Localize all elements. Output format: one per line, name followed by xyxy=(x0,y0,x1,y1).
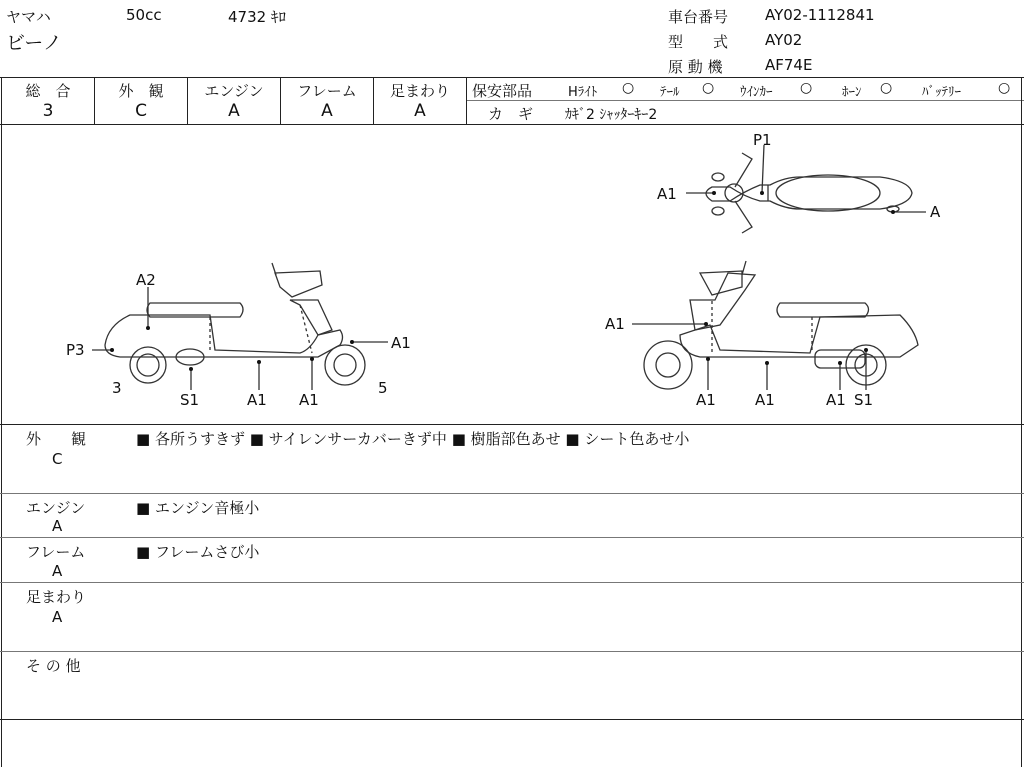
safety-mark-tail: ○ xyxy=(702,80,715,96)
rating-frame-label: フレーム xyxy=(297,82,357,100)
key-value: ｶｷﾞ2 ｼｬｯﾀｰｷｰ2 xyxy=(565,107,658,123)
diagram-label: A2 xyxy=(136,271,156,289)
safety-item-winker: ｳｲﾝｶｰ xyxy=(740,85,773,100)
safety-item-headlight: Hﾗｲﾄ xyxy=(568,85,598,100)
type-value: AY02 xyxy=(765,31,803,49)
remark-engine-text: ■ エンジン音極小 xyxy=(136,499,260,517)
diagram-label: A1 xyxy=(826,391,846,409)
mileage: 4732 ｷﾛ xyxy=(228,8,286,26)
diagram-label: A1 xyxy=(247,391,267,409)
remark-exterior-text: ■ 各所うすきず ■ サイレンサーカバーきず中 ■ 樹脂部色あせ ■ シート色あせ小 xyxy=(136,430,690,448)
right-side-scooter xyxy=(644,261,918,389)
damage-diagram xyxy=(0,125,1022,425)
diagram-label: A xyxy=(930,203,941,221)
divider xyxy=(0,582,1024,583)
diagram-label: A1 xyxy=(755,391,775,409)
remark-frame-label: フレーム xyxy=(26,543,86,561)
engine-label: 原 動 機 xyxy=(668,58,723,76)
key-label: カ ギ xyxy=(488,105,534,123)
type-label: 型 式 xyxy=(668,33,729,51)
frame-no-label: 車台番号 xyxy=(668,8,729,26)
safety-label: 保安部品 xyxy=(472,82,533,100)
diagram-label: A1 xyxy=(299,391,319,409)
remark-suspension-grade: A xyxy=(52,608,63,626)
diagram-label: S1 xyxy=(180,391,200,409)
divider xyxy=(0,651,1024,652)
rating-exterior-value: C xyxy=(135,101,147,121)
divider xyxy=(0,537,1024,538)
remark-suspension-label: 足まわり xyxy=(26,588,87,606)
rating-engine-value: A xyxy=(228,101,240,121)
rating-suspension-value: A xyxy=(414,101,426,121)
remark-frame-text: ■ フレームさび小 xyxy=(136,543,260,561)
divider xyxy=(466,77,467,124)
diagram-label: A1 xyxy=(605,315,625,333)
diagram-label: A1 xyxy=(391,334,411,352)
remark-exterior-label: 外 観 xyxy=(26,430,87,448)
rating-total-value: 3 xyxy=(42,101,54,121)
displacement: 50cc xyxy=(126,6,162,24)
rating-exterior-label: 外 観 xyxy=(118,82,164,100)
diagram-label: P1 xyxy=(753,131,772,149)
divider xyxy=(0,424,1024,425)
remark-engine-grade: A xyxy=(52,517,63,535)
diagram-label: P3 xyxy=(66,341,85,359)
safety-item-horn: ﾎｰﾝ xyxy=(842,85,862,100)
divider xyxy=(0,77,1024,78)
diagram-label: A1 xyxy=(657,185,677,203)
diagram-label: A1 xyxy=(696,391,716,409)
engine-value: AF74E xyxy=(765,56,813,74)
remark-exterior-grade: C xyxy=(52,450,63,468)
remark-engine-label: エンジン xyxy=(26,499,86,517)
remark-other-label: そ の 他 xyxy=(26,657,81,675)
safety-item-tail: ﾃｰﾙ xyxy=(660,85,680,100)
safety-item-battery: ﾊﾞｯﾃﾘｰ xyxy=(922,85,961,100)
safety-mark-winker: ○ xyxy=(800,80,813,96)
model-name: ビーノ xyxy=(6,32,62,54)
safety-mark-horn: ○ xyxy=(880,80,893,96)
top-view-scooter xyxy=(706,153,912,233)
divider xyxy=(466,100,1024,101)
rating-frame-value: A xyxy=(321,101,333,121)
diagram-label: 5 xyxy=(378,379,388,397)
remark-frame-grade: A xyxy=(52,562,63,580)
diagram-label: 3 xyxy=(112,379,122,397)
maker: ヤマハ xyxy=(6,8,51,26)
rating-total-label: 総 合 xyxy=(25,82,71,100)
frame-no: AY02-1112841 xyxy=(765,6,875,24)
safety-mark-headlight: ○ xyxy=(622,80,635,96)
rating-engine-label: エンジン xyxy=(204,82,264,100)
safety-mark-battery: ○ xyxy=(998,80,1011,96)
diagram-label: S1 xyxy=(854,391,874,409)
rating-suspension-label: 足まわり xyxy=(389,82,450,100)
divider xyxy=(0,719,1024,720)
divider xyxy=(0,493,1024,494)
